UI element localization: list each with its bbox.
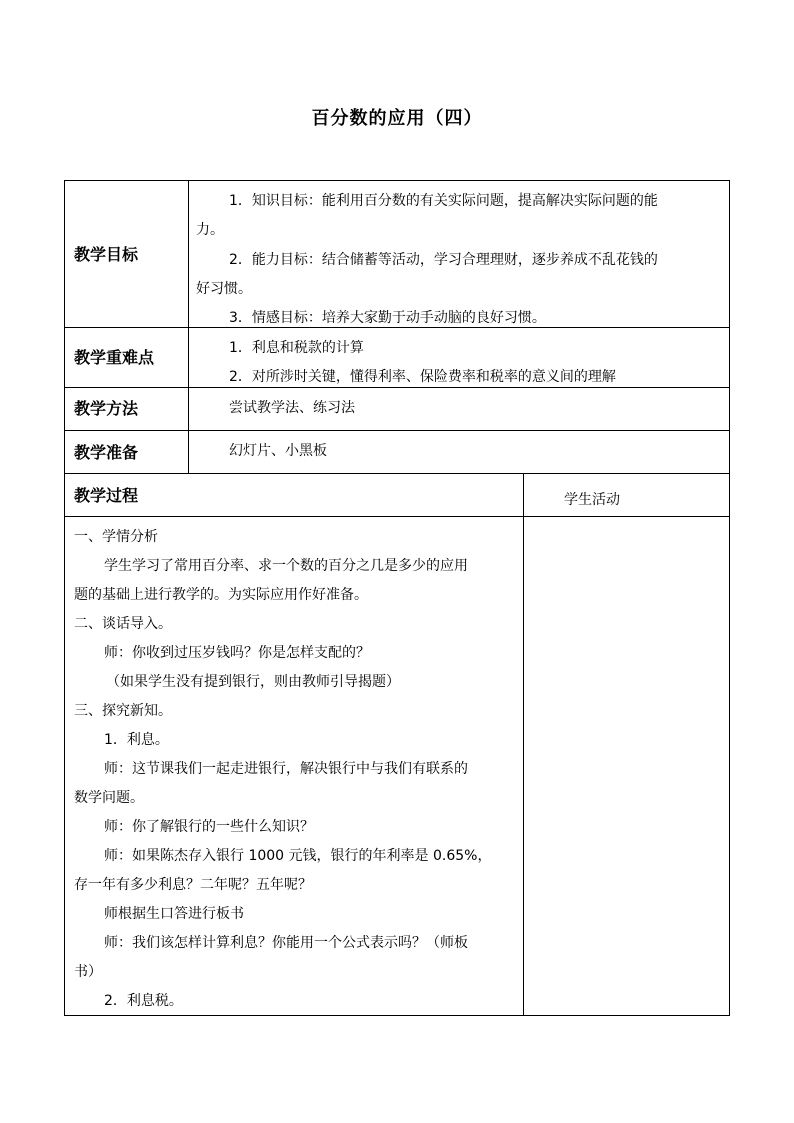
- goals-label: 教学目标: [74, 245, 139, 264]
- prep-text: 幻灯片、小黑板: [229, 443, 327, 459]
- page-title: 百分数的应用（四）: [311, 108, 483, 129]
- goals-line-2: 力。: [196, 222, 224, 238]
- method-text: 尝试教学法、练习法: [229, 400, 355, 416]
- process-line: 三、探究新知。: [74, 703, 172, 719]
- goals-line-4: 好习惯。: [196, 281, 252, 297]
- process-line: 师：你了解银行的一些什么知识？: [104, 819, 314, 835]
- goals-line-3: 2．能力目标：结合储蓄等活动，学习合理理财，逐步养成不乱花钱的: [229, 252, 658, 268]
- keypoints-line-2: 2．对所涉时关键，懂得利率、保险费率和税率的意义间的理解: [229, 369, 616, 385]
- process-line: 师：这节课我们一起走进银行，解决银行中与我们有联系的: [104, 761, 468, 777]
- process-line: 学生学习了常用百分率、求一个数的百分之几是多少的应用: [104, 558, 468, 574]
- process-line: （如果学生没有提到银行，则由教师引导揭题）: [106, 674, 400, 690]
- process-line: 存一年有多少利息？二年呢？五年呢？: [74, 877, 312, 893]
- process-line: 师根据生口答进行板书: [104, 906, 244, 922]
- process-line: 师：你收到过压岁钱吗？你是怎样支配的？: [104, 645, 370, 661]
- prep-label: 教学准备: [74, 443, 139, 462]
- keypoints-line-1: 1．利息和税款的计算: [229, 340, 364, 356]
- goals-line-5: 3．情感目标：培养大家勤于动手动脑的良好习惯。: [229, 310, 546, 326]
- process-line: 题的基础上进行教学的。为实际应用作好准备。: [74, 587, 368, 603]
- process-line: 2．利息税。: [104, 993, 183, 1009]
- student-activity-header: 学生活动: [564, 492, 620, 508]
- process-line: 师：如果陈杰存入银行 1000 元钱，银行的年利率是 0.65%，: [104, 848, 492, 864]
- process-line: 师：我们该怎样计算利息？你能用一个公式表示吗？（师板: [104, 935, 468, 951]
- column-divider: [188, 180, 189, 473]
- method-label: 教学方法: [74, 399, 139, 418]
- column-divider: [523, 473, 524, 1016]
- process-line: 一、学情分析: [74, 529, 158, 545]
- process-line: 书）: [74, 964, 102, 980]
- process-line: 二、谈话导入。: [74, 616, 172, 632]
- goals-line-1: 1．知识目标：能利用百分数的有关实际问题，提高解决实际问题的能: [229, 193, 658, 209]
- keypoints-label: 教学重难点: [74, 348, 155, 367]
- row-divider: [64, 473, 730, 474]
- row-divider: [64, 516, 730, 517]
- process-line: 数学问题。: [74, 790, 144, 806]
- process-header: 教学过程: [74, 486, 139, 505]
- row-divider: [64, 430, 730, 431]
- process-line: 1．利息。: [104, 732, 169, 748]
- row-divider: [64, 387, 730, 388]
